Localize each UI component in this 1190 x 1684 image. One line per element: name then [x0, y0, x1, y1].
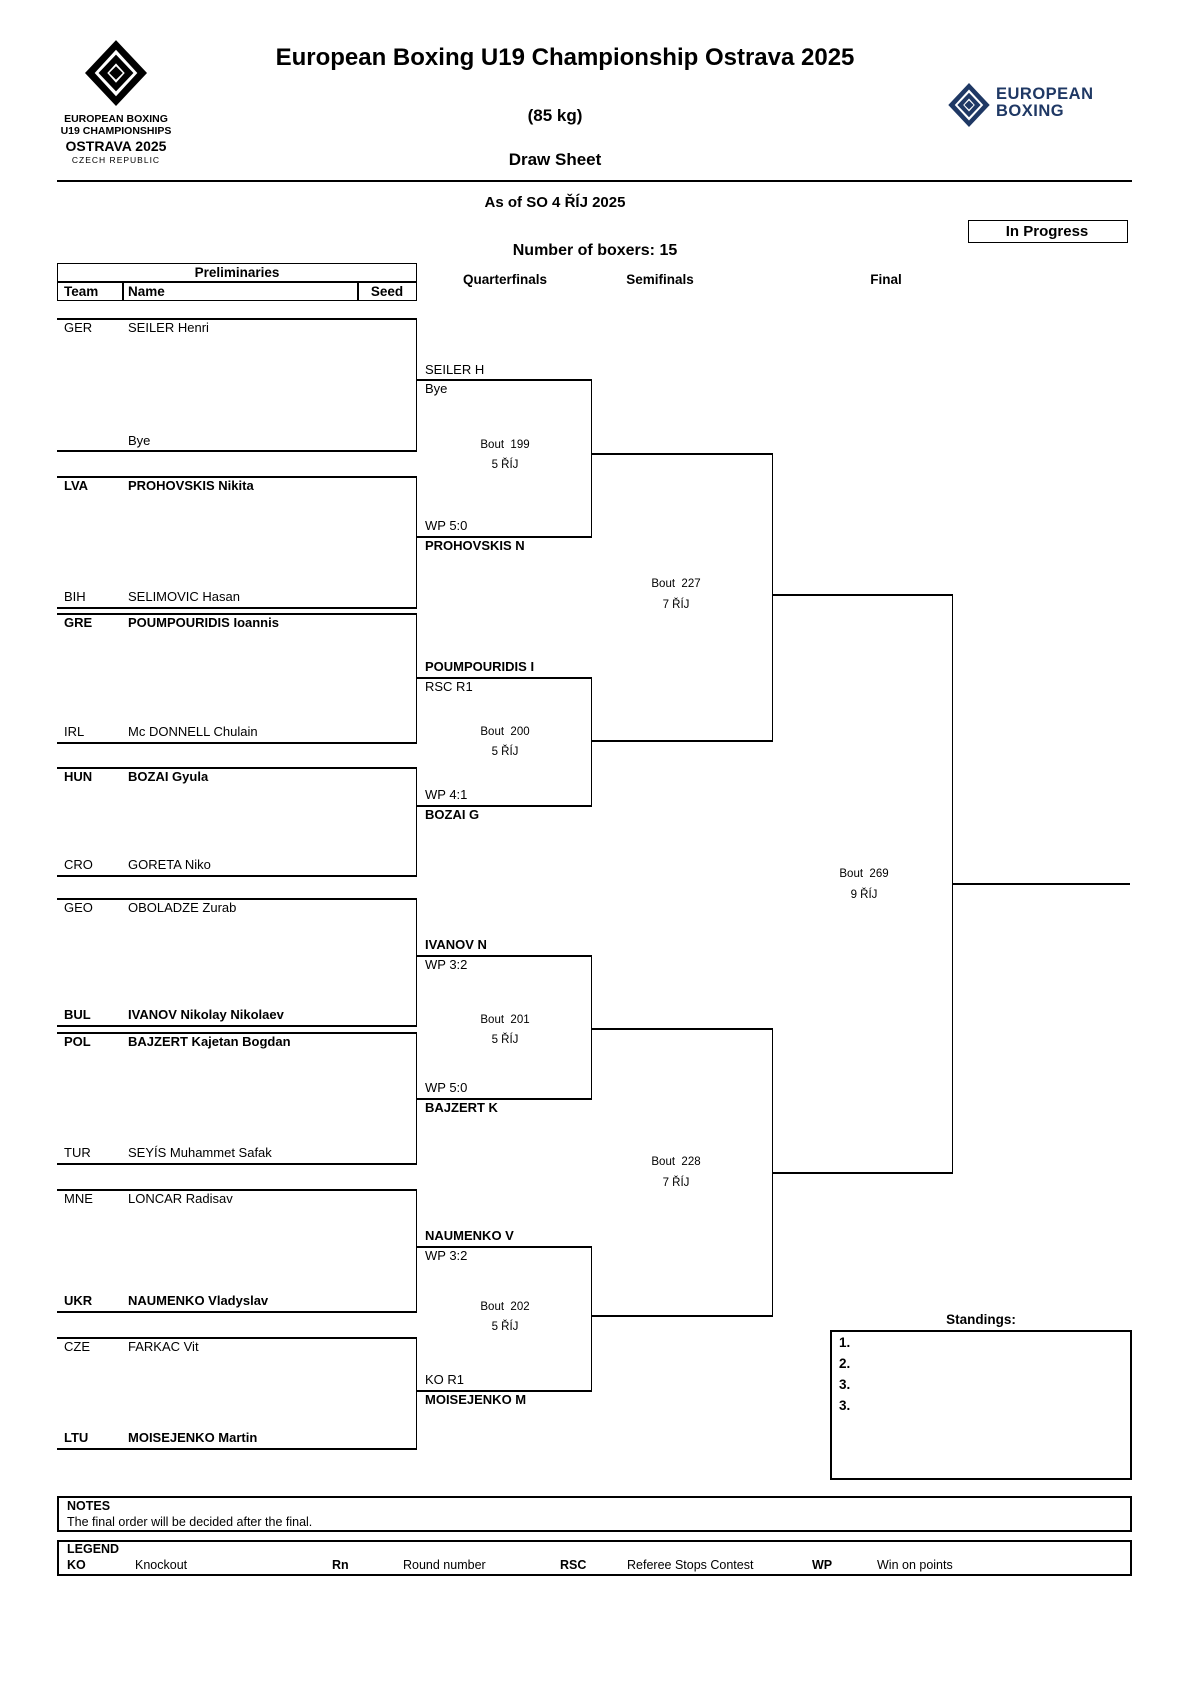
- prelim-boxer-name: MOISEJENKO Martin: [128, 1430, 258, 1445]
- bracket-hline: [57, 1025, 417, 1027]
- bracket-hline: [57, 318, 417, 320]
- qf-boxer-name: PROHOVSKIS N: [425, 538, 525, 553]
- bracket-hline: [57, 875, 417, 877]
- prelim-boxer-name: PROHOVSKIS Nikita: [128, 478, 254, 493]
- prelim-team-code: CRO: [64, 857, 93, 872]
- prelim-boxer-name: BOZAI Gyula: [128, 769, 209, 784]
- prelim-team-code: LTU: [64, 1430, 89, 1445]
- bracket-hline: [57, 1311, 417, 1313]
- bout-number: Bout 199: [480, 439, 530, 451]
- bracket-vline: [591, 677, 593, 807]
- standings-title: Standings:: [946, 1312, 1016, 1327]
- qf-result: WP 3:2: [425, 957, 468, 972]
- standings-rank: 2.: [839, 1356, 851, 1371]
- qf-result: WP 3:2: [425, 1248, 468, 1263]
- legend-desc: Round number: [403, 1558, 486, 1572]
- bracket-vline: [591, 379, 593, 538]
- legend-box: [57, 1540, 1132, 1576]
- bout-number: Bout 200: [480, 726, 530, 738]
- prelim-team-code: HUN: [64, 769, 93, 784]
- page-title: European Boxing U19 Championship Ostrava 2025: [275, 44, 855, 71]
- prelim-boxer-name: NAUMENKO Vladyslav: [128, 1293, 269, 1308]
- bracket-vline: [416, 898, 418, 1027]
- qf-result: WP 5:0: [425, 1080, 468, 1095]
- prelim-boxer-name: SEILER Henri: [128, 320, 209, 335]
- prelim-team-code: BIH: [64, 589, 86, 604]
- federation-logo-icon: [948, 83, 990, 127]
- event-logo-line3: OSTRAVA 2025: [65, 138, 167, 154]
- bracket-hline: [57, 1163, 417, 1165]
- event-logo-icon: [85, 40, 147, 106]
- legend-abbr: Rn: [332, 1558, 349, 1572]
- bout-number: Bout 227: [651, 578, 701, 590]
- bracket-vline: [416, 1337, 418, 1450]
- column-header-name: Name: [128, 284, 165, 299]
- event-logo-line2: U19 CHAMPIONSHIPS: [60, 125, 172, 137]
- bracket-hline: [57, 742, 417, 744]
- sheet-type: Draw Sheet: [508, 150, 602, 169]
- prelim-team-code: UKR: [64, 1293, 93, 1308]
- bout-date: 7 ŘÍJ: [662, 599, 690, 611]
- legend-title: LEGEND: [67, 1542, 120, 1556]
- event-logo-line4: CZECH REPUBLIC: [71, 155, 161, 165]
- prelim-boxer-name: POUMPOURIDIS Ioannis: [128, 615, 279, 630]
- legend-abbr: RSC: [560, 1558, 587, 1572]
- bracket-hline: [57, 1189, 417, 1191]
- team-name-divider: [122, 281, 124, 301]
- prelim-team-code: TUR: [64, 1145, 91, 1160]
- column-header-final: Final: [870, 272, 902, 287]
- bout-date: 5 ŘÍJ: [491, 746, 519, 758]
- prelim-boxer-name: IVANOV Nikolay Nikolaev: [128, 1007, 284, 1022]
- status-badge-label: In Progress: [1005, 223, 1089, 240]
- bout-number: Bout 201: [480, 1014, 530, 1026]
- standings-box: [830, 1330, 1132, 1480]
- as-of-date: As of SO 4 ŘÍJ 2025: [484, 194, 626, 211]
- prelim-boxer-name: Mc DONNELL Chulain: [128, 724, 258, 739]
- standings-rank: 3.: [839, 1377, 851, 1392]
- standings-rank: 3.: [839, 1398, 851, 1413]
- legend-abbr: WP: [812, 1558, 833, 1572]
- notes-text: The final order will be decided after the final.: [67, 1515, 313, 1529]
- qf-result: Bye: [425, 381, 448, 396]
- prelim-boxer-name: Bye: [128, 433, 151, 448]
- qf-result: KO R1: [425, 1372, 465, 1387]
- prelim-team-code: GRE: [64, 615, 93, 630]
- bracket-hline: [57, 1337, 417, 1339]
- qf-boxer-name: NAUMENKO V: [425, 1228, 514, 1243]
- bracket-hline: [953, 883, 1130, 885]
- bracket-hline: [57, 450, 417, 452]
- prelim-team-code: GEO: [64, 900, 93, 915]
- boxer-count: Number of boxers: 15: [512, 242, 678, 259]
- bout-number: Bout 202: [480, 1301, 530, 1313]
- header-rule: [57, 180, 1132, 182]
- legend-desc: Win on points: [877, 1558, 953, 1572]
- event-logo-line1: EUROPEAN BOXING: [64, 113, 168, 125]
- prelim-team-code: MNE: [64, 1191, 93, 1206]
- column-header-team: Team: [64, 284, 99, 299]
- qf-boxer-name: POUMPOURIDIS I: [425, 659, 535, 674]
- qf-boxer-name: SEILER H: [425, 362, 485, 377]
- bout-date: 5 ŘÍJ: [491, 1321, 519, 1333]
- column-header-semifinals: Semifinals: [626, 272, 694, 287]
- bracket-hline: [773, 1172, 953, 1174]
- bout-date: 7 ŘÍJ: [662, 1177, 690, 1189]
- qf-result: RSC R1: [425, 679, 473, 694]
- legend-desc: Knockout: [135, 1558, 188, 1572]
- prelim-team-code: GER: [64, 320, 93, 335]
- prelim-header-divider: [57, 281, 417, 283]
- bracket-hline: [592, 740, 773, 742]
- bracket-hline: [57, 767, 417, 769]
- prelim-team-code: IRL: [64, 724, 85, 739]
- prelim-team-code: CZE: [64, 1339, 90, 1354]
- weight-class: (85 kg): [527, 106, 583, 125]
- qf-boxer-name: BOZAI G: [425, 807, 480, 822]
- bracket-hline: [592, 1028, 773, 1030]
- bracket-vline: [416, 767, 418, 877]
- notes-title: NOTES: [67, 1499, 111, 1513]
- prelim-boxer-name: BAJZERT Kajetan Bogdan: [128, 1034, 291, 1049]
- bout-number: Bout 228: [651, 1156, 701, 1168]
- bout-date: 5 ŘÍJ: [491, 459, 519, 471]
- prelim-boxer-name: LONCAR Radisav: [128, 1191, 233, 1206]
- federation-logo-line1: EUROPEAN: [996, 85, 1094, 103]
- prelim-boxer-name: SEYÍS Muhammet Safak: [128, 1145, 272, 1160]
- bout-date: 9 ŘÍJ: [850, 889, 878, 901]
- bout-number: Bout 269: [839, 868, 889, 880]
- qf-boxer-name: BAJZERT K: [425, 1100, 498, 1115]
- prelim-team-code: BUL: [64, 1007, 91, 1022]
- bracket-hline: [57, 898, 417, 900]
- column-header-preliminaries: Preliminaries: [194, 265, 280, 280]
- prelim-team-code: POL: [64, 1034, 91, 1049]
- qf-result: WP 5:0: [425, 518, 468, 533]
- bracket-vline: [416, 476, 418, 609]
- qf-result: WP 4:1: [425, 787, 468, 802]
- prelim-team-code: LVA: [64, 478, 89, 493]
- prelim-boxer-name: SELIMOVIC Hasan: [128, 589, 240, 604]
- bracket-vline: [591, 1246, 593, 1392]
- prelim-boxer-name: FARKAC Vit: [128, 1339, 199, 1354]
- qf-boxer-name: MOISEJENKO M: [425, 1392, 527, 1407]
- bracket-hline: [57, 1448, 417, 1450]
- standings-rank: 1.: [839, 1335, 851, 1350]
- prelim-boxer-name: OBOLADZE Zurab: [128, 900, 237, 915]
- qf-boxer-name: IVANOV N: [425, 937, 487, 952]
- legend-abbr: KO: [67, 1558, 86, 1572]
- bracket-hline: [773, 594, 953, 596]
- bracket-vline: [416, 1189, 418, 1313]
- column-header-seed: Seed: [370, 284, 404, 299]
- status-badge: [968, 220, 1128, 243]
- federation-logo-line2: BOXING: [996, 102, 1065, 120]
- bracket-vline: [416, 318, 418, 452]
- bracket-vline: [772, 453, 774, 742]
- bracket-hline: [592, 453, 773, 455]
- bracket-hline: [57, 607, 417, 609]
- bout-date: 5 ŘÍJ: [491, 1034, 519, 1046]
- bracket-hline: [592, 1315, 773, 1317]
- legend-desc: Referee Stops Contest: [627, 1558, 754, 1572]
- prelim-boxer-name: GORETA Niko: [128, 857, 211, 872]
- column-header-quarterfinals: Quarterfinals: [462, 272, 548, 287]
